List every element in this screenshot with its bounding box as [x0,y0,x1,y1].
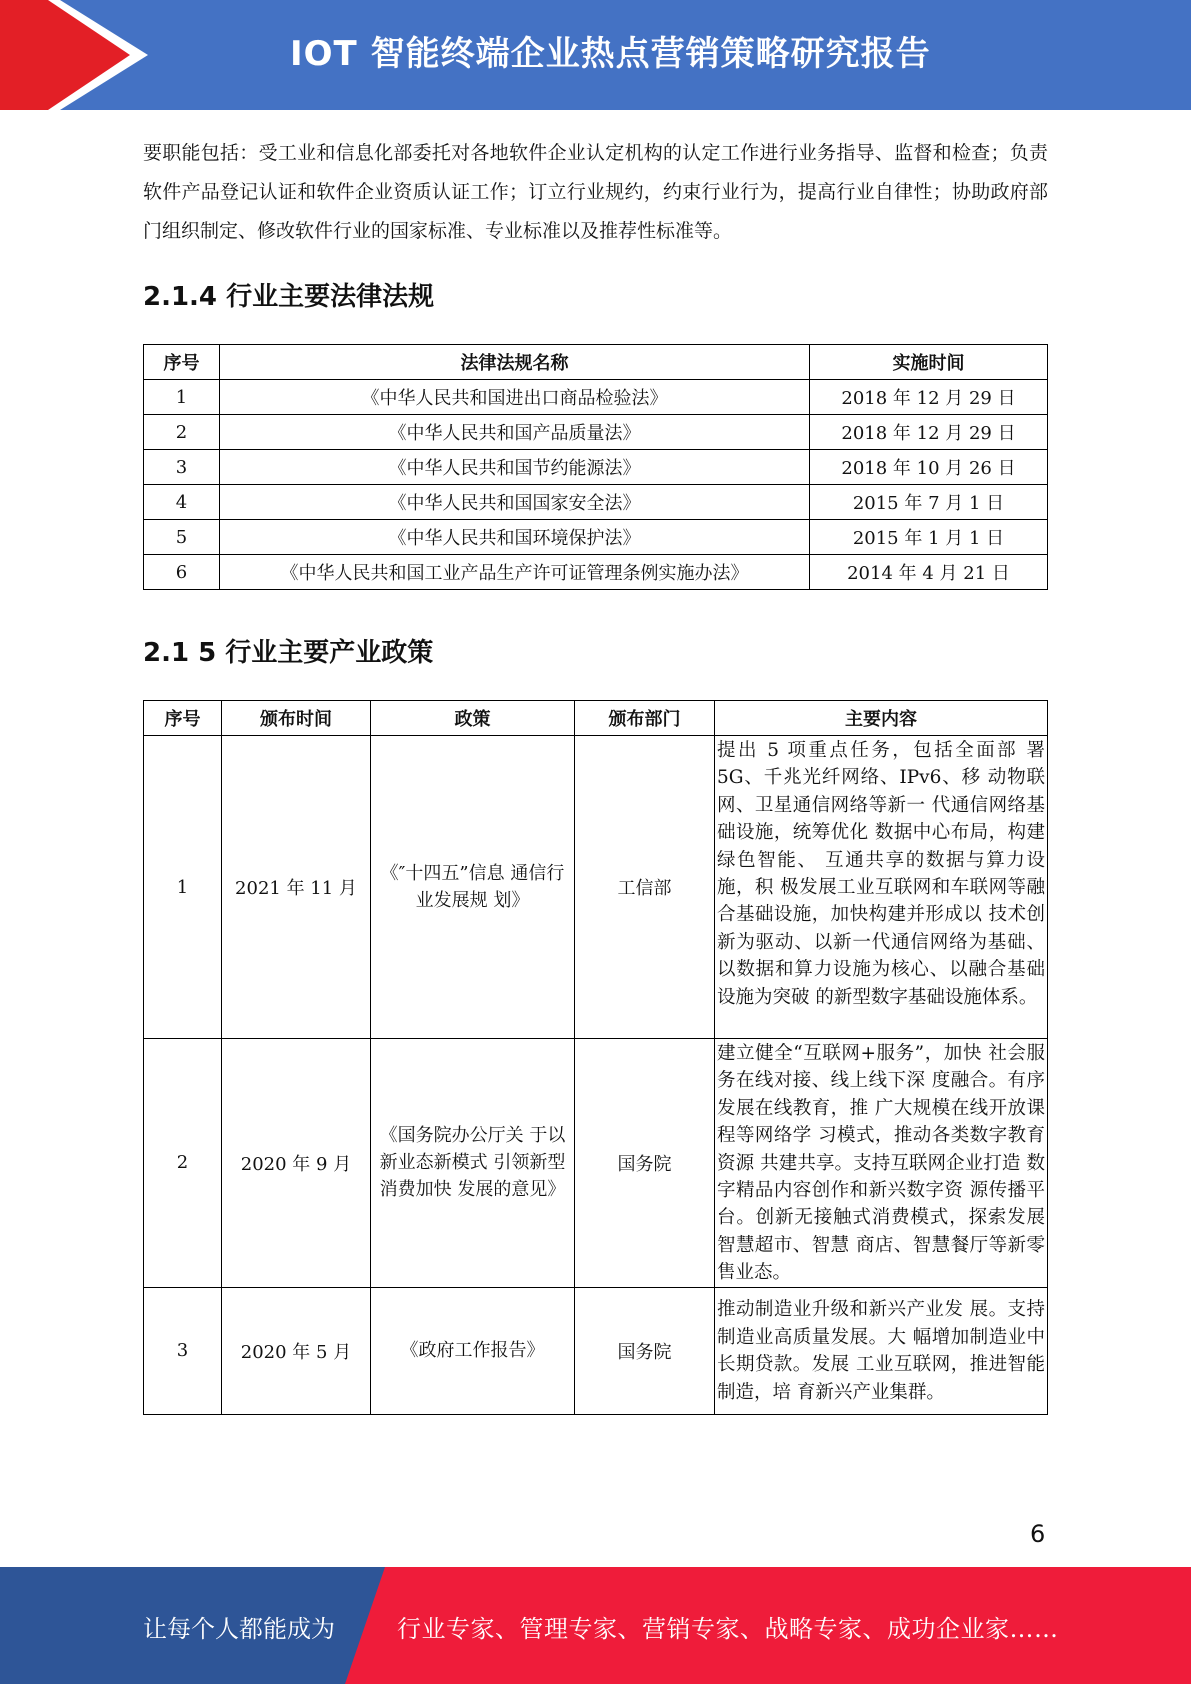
row-index: 2 [144,415,220,450]
intro-paragraph: 要职能包括：受工业和信息化部委托对各地软件企业认定机构的认定工作进行业务指导、监督和检查；负责软件产品登记认证和软件企业资质认证工作；订立行业规约，约束行业行为，提高行业自律性；协助政府部门组织制定、修改软件行业的国家标准、专业标准以及推荐性标准等。 [143,142,1048,242]
row-index: 1 [144,380,220,415]
policy-content: 提出 5 项重点任务，包括全面部 署 5G、千兆光纤网络、IPv6、移 动物联网、卫星通信网络等新一 代通信网络基础设施，统筹优化 数据中心布局，构建绿色智能、 互通共享的数据与算力设施，积 极发展工业互联网和车联网等融 合基础设施，加快构建并形成以 技术创新为驱动、以新一代通信网络为基础、以数据和算力设施为核心、以融合基础设施为突破 的新型数字基础设施体系。 [715,736,1048,1039]
column-header: 法律法规名称 [220,345,810,380]
policy-content: 推动制造业升级和新兴产业发 展。支持制造业高质量发展。大 幅增加制造业中长期贷款。发展 工业互联网，推进智能制造，培 育新兴产业集群。 [715,1287,1048,1414]
effective-date: 2015 年 7 月 1 日 [810,485,1048,520]
law-name: 《中华人民共和国工业产品生产许可证管理条例实施办法》 [220,555,810,590]
table-row [144,1287,1048,1414]
issuing-department: 国务院 [575,1039,715,1288]
page-header [0,0,1191,110]
row-index: 4 [144,485,220,520]
effective-date: 2018 年 12 月 29 日 [810,415,1048,450]
issue-date: 2020 年 5 月 [222,1287,371,1414]
row-index: 5 [144,520,220,555]
column-header: 主要内容 [715,701,1048,736]
policies-section-heading: 2.1 5 行业主要产业政策 [143,638,434,668]
policy-name: 《国务院办公厅关 于以新业态新模式 引领新型消费加快 发展的意见》 [371,1039,575,1288]
laws-section-heading: 2.1.4 行业主要法律法规 [143,282,435,312]
effective-date: 2015 年 1 月 1 日 [810,520,1048,555]
effective-date: 2018 年 12 月 29 日 [810,380,1048,415]
issue-date: 2021 年 11 月 [222,736,371,1039]
policy-content: 建立健全“互联网+服务”，加快 社会服务在线对接、线上线下深 度融合。有序发展在线教育，推 广大规模在线开放课程等网络学 习模式，推动各类数字教育资源 共建共享。支持互联网企业打造 数字精品内容创作和新兴数字资 源传播平台。创新无接触式消费模式，探索发展智慧超市、智慧 商店、智慧餐厅等新零售业态。 [715,1039,1048,1288]
page-number: 6 [1030,1520,1046,1548]
table-row [144,520,1048,555]
row-index: 6 [144,555,220,590]
footer-slogan-lead: 让每个人都能成为 [143,1615,335,1643]
table-row [144,450,1048,485]
row-index: 1 [144,736,222,1039]
column-header: 颁布部门 [575,701,715,736]
law-name: 《中华人民共和国节约能源法》 [220,450,810,485]
issuing-department: 工信部 [575,736,715,1039]
law-name: 《中华人民共和国国家安全法》 [220,485,810,520]
effective-date: 2018 年 10 月 26 日 [810,450,1048,485]
table-row [144,415,1048,450]
policy-name: 《″十四五”信息 通信行业发展规 划》 [371,736,575,1039]
row-index: 2 [144,1039,222,1288]
table-row [144,380,1048,415]
issue-date: 2020 年 9 月 [222,1039,371,1288]
effective-date: 2014 年 4 月 21 日 [810,555,1048,590]
column-header: 政策 [371,701,575,736]
table-header-row [144,345,1048,380]
report-title: IOT 智能终端企业热点营销策略研究报告 [290,34,931,74]
footer-slogan-roles: 行业专家、管理专家、营销专家、战略专家、成功企业家…… [397,1615,1059,1643]
policies-table [143,700,1048,1415]
table-row [144,555,1048,590]
law-name: 《中华人民共和国环境保护法》 [220,520,810,555]
column-header: 实施时间 [810,345,1048,380]
law-name: 《中华人民共和国产品质量法》 [220,415,810,450]
column-header: 颁布时间 [222,701,371,736]
policy-name: 《政府工作报告》 [371,1287,575,1414]
row-index: 3 [144,1287,222,1414]
issuing-department: 国务院 [575,1287,715,1414]
table-row [144,736,1048,1039]
page-footer [0,1567,1191,1684]
column-header: 序号 [144,701,222,736]
law-name: 《中华人民共和国进出口商品检验法》 [220,380,810,415]
laws-table [143,344,1048,590]
column-header: 序号 [144,345,220,380]
row-index: 3 [144,450,220,485]
table-row [144,485,1048,520]
table-header-row [144,701,1048,736]
table-row [144,1039,1048,1288]
